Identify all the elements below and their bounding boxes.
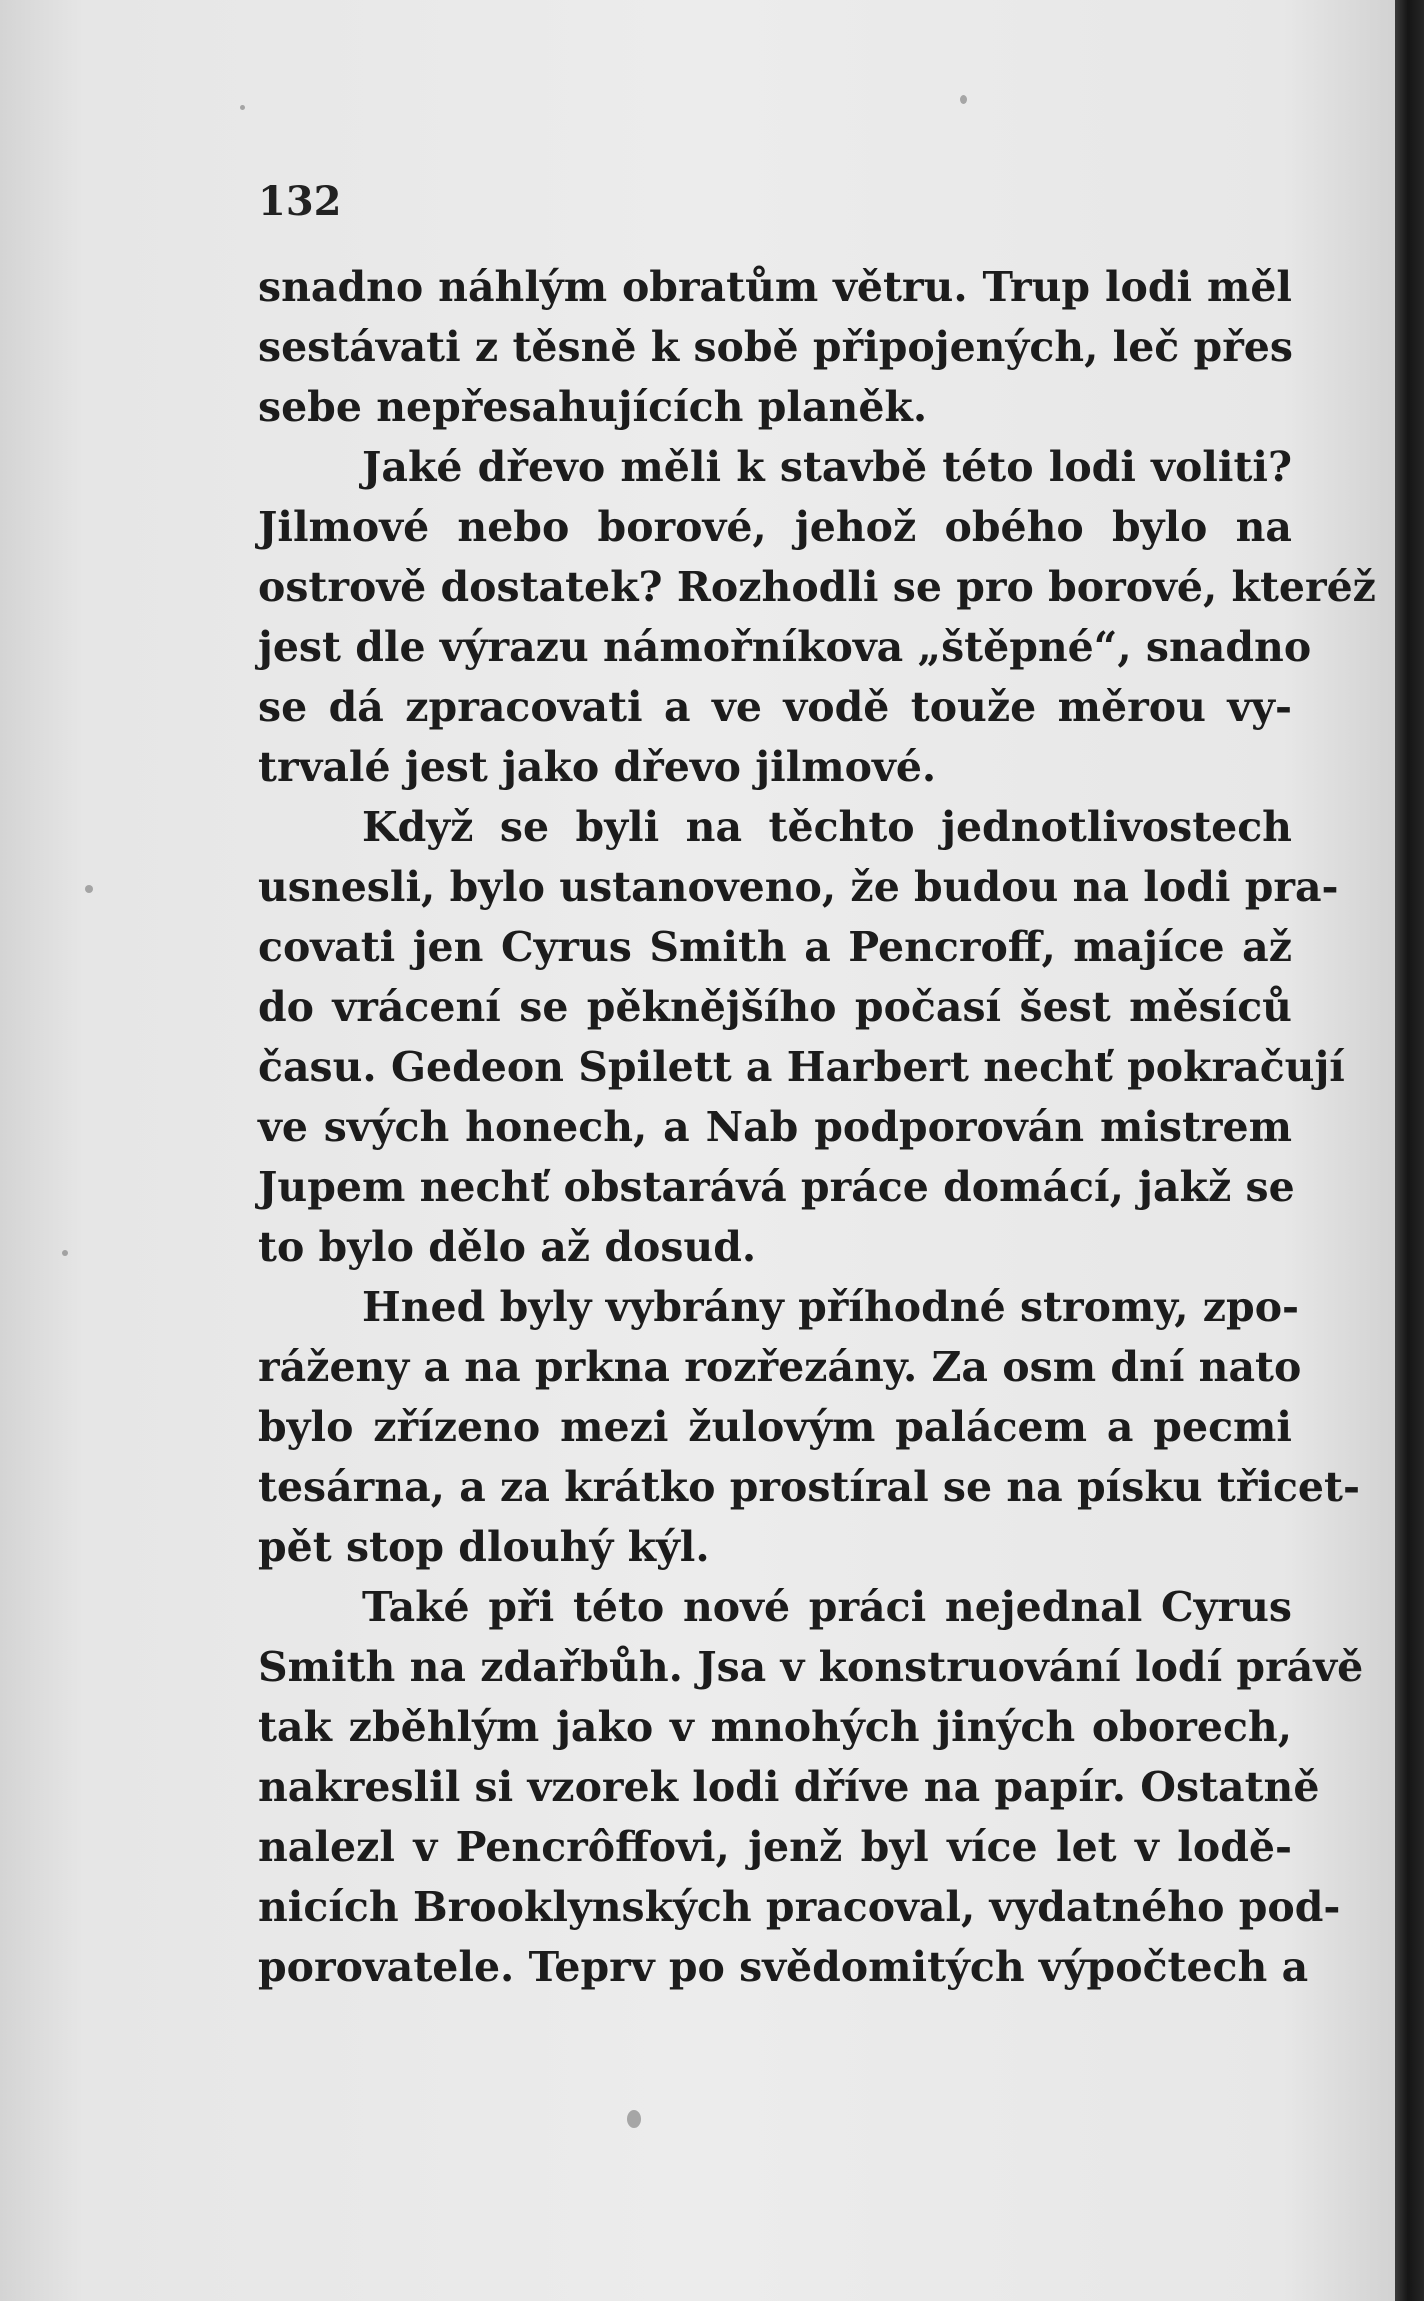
text-line: tak zběhlým jako v mnohých jiných oborech, bbox=[258, 1703, 1292, 1751]
ink-speck bbox=[240, 105, 245, 110]
page-number: 132 bbox=[258, 178, 342, 225]
text-line: pět stop dlouhý kýl. bbox=[258, 1523, 710, 1571]
text-line: tesárna, a za krátko prostíral se na písku třicet- bbox=[258, 1463, 1360, 1511]
text-line: Jaké dřevo měli k stavbě této lodi voliti? bbox=[362, 443, 1292, 491]
text-line: sestávati z těsně k sobě připojených, leč přes bbox=[258, 323, 1293, 371]
text-line: se dá zpracovati a ve vodě touže měrou vy- bbox=[258, 683, 1292, 731]
text-line: ráženy a na prkna rozřezány. Za osm dní nato bbox=[258, 1343, 1302, 1391]
text-line: nalezl v Pencrôffovi, jenž byl více let v lodě- bbox=[258, 1823, 1292, 1871]
dark-page-edge bbox=[1395, 0, 1424, 2301]
text-line: ve svých honech, a Nab podporován mistrem bbox=[258, 1103, 1292, 1151]
text-line: Když se byli na těchto jednotlivostech bbox=[362, 803, 1292, 851]
text-line: usnesli, bylo ustanoveno, že budou na lodi pra- bbox=[258, 863, 1339, 911]
text-line: do vrácení se pěknějšího počasí šest měsíců bbox=[258, 983, 1292, 1031]
text-line: Jupem nechť obstarává práce domácí, jakž se bbox=[258, 1163, 1295, 1211]
text-line: to bylo dělo až dosud. bbox=[258, 1223, 757, 1271]
text-line: bylo zřízeno mezi žulovým palácem a pecmi bbox=[258, 1403, 1292, 1451]
text-line: Hned byly vybrány příhodné stromy, zpo- bbox=[362, 1283, 1300, 1331]
ink-speck bbox=[627, 2110, 641, 2128]
text-line: nakreslil si vzorek lodi dříve na papír. Ostatně bbox=[258, 1763, 1320, 1811]
text-line: času. Gedeon Spilett a Harbert nechť pokračují bbox=[258, 1043, 1345, 1091]
text-line: Také při této nové práci nejednal Cyrus bbox=[362, 1583, 1292, 1631]
ink-speck bbox=[62, 1250, 68, 1256]
text-line: Smith na zdařbůh. Jsa v konstruování lodí právě bbox=[258, 1643, 1364, 1691]
text-line: porovatele. Teprv po svědomitých výpočtech a bbox=[258, 1943, 1309, 1991]
text-line: trvalé jest jako dřevo jilmové. bbox=[258, 743, 937, 791]
text-line: snadno náhlým obratům větru. Trup lodi měl bbox=[258, 263, 1292, 311]
text-line: covati jen Cyrus Smith a Pencroff, majíce až bbox=[258, 923, 1292, 971]
text-line: jest dle výrazu námořníkova „štěpné“, snadno bbox=[258, 623, 1312, 671]
text-line: nicích Brooklynských pracoval, vydatného pod- bbox=[258, 1883, 1341, 1931]
text-line: ostrově dostatek? Rozhodli se pro borové, kteréž bbox=[258, 563, 1376, 611]
ink-speck bbox=[960, 95, 967, 104]
body-text bbox=[258, 257, 1376, 1997]
ink-speck bbox=[85, 885, 93, 893]
text-line: sebe nepřesahujících planěk. bbox=[258, 383, 928, 431]
text-line: Jilmové nebo borové, jehož obého bylo na bbox=[258, 503, 1292, 551]
